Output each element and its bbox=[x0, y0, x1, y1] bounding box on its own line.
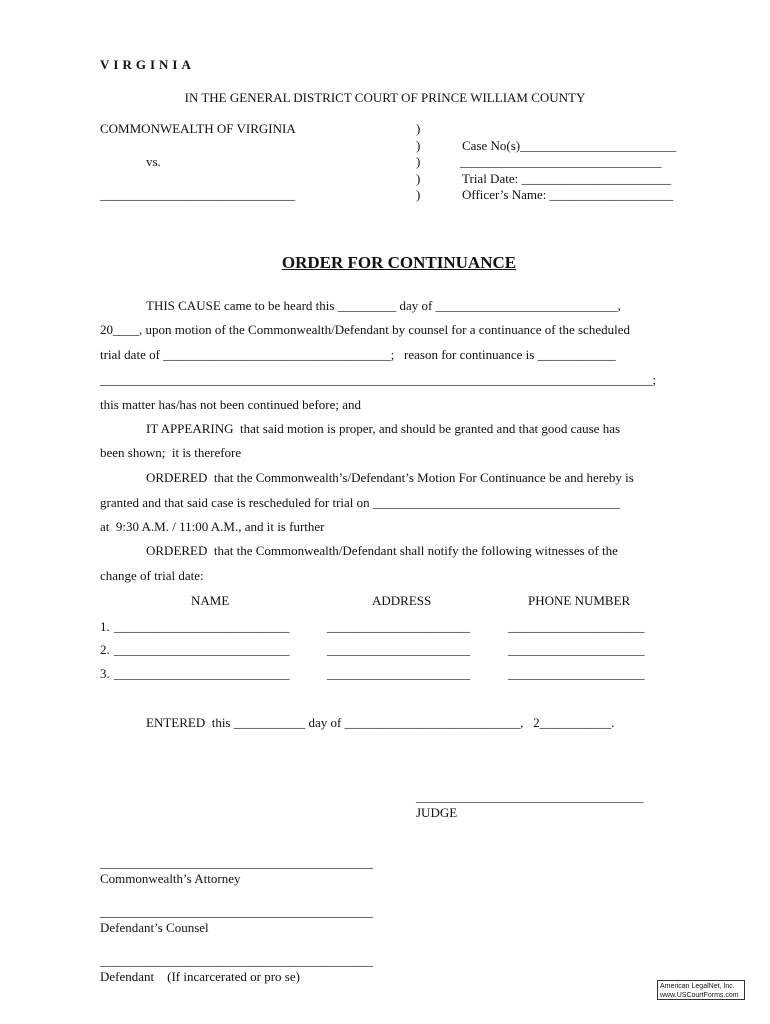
witness-name-line: ___________________________ bbox=[114, 619, 290, 634]
caption-paren: ) bbox=[416, 154, 421, 169]
witness-address-header: ADDRESS bbox=[372, 593, 432, 608]
witness-row-number: 1. bbox=[100, 619, 113, 634]
body-line: trial date of ___________________________________; reason for continuance is ____________ bbox=[100, 347, 616, 362]
witness-phone-line: _____________________ bbox=[508, 666, 645, 681]
body-line: at 9:30 A.M. / 11:00 A.M., and it is further bbox=[100, 519, 325, 534]
witness-name-line: ___________________________ bbox=[114, 666, 290, 681]
witness-phone-line: _____________________ bbox=[508, 619, 645, 634]
defendant-counsel-label: Defendant’s Counsel bbox=[100, 920, 209, 935]
plaintiff-name: COMMONWEALTH OF VIRGINIA bbox=[100, 121, 296, 136]
commonwealth-attorney-label: Commonwealth’s Attorney bbox=[100, 871, 241, 886]
body-line: THIS CAUSE came to be heard this _________ day of ____________________________, bbox=[146, 298, 621, 313]
witness-address-line: ______________________ bbox=[327, 642, 470, 657]
defendant-signature-line: __________________________________________ bbox=[100, 953, 373, 968]
defendant-label: Defendant (If incarcerated or pro se) bbox=[100, 969, 300, 984]
body-line: change of trial date: bbox=[100, 568, 204, 583]
case-number-field-2: _______________________________ bbox=[460, 154, 662, 169]
witness-address-line: ______________________ bbox=[327, 666, 470, 681]
caption-paren: ) bbox=[416, 121, 421, 136]
body-line: ORDERED that the Commonwealth/Defendant shall notify the following witnesses of the bbox=[146, 543, 618, 558]
entered-line: ENTERED this ___________ day of ___________________________, 2___________. bbox=[146, 715, 615, 730]
versus-label: vs. bbox=[146, 154, 161, 169]
body-line: been shown; it is therefore bbox=[100, 445, 242, 460]
case-number-field: Case No(s)________________________ bbox=[462, 138, 677, 153]
witness-name-line: ___________________________ bbox=[114, 642, 290, 657]
publisher-website: www.USCourtForms.com bbox=[660, 992, 739, 999]
defendant-counsel-signature-line: __________________________________________ bbox=[100, 904, 373, 919]
caption-paren: ) bbox=[416, 187, 421, 202]
witness-row-number: 3. bbox=[100, 666, 113, 681]
body-line: _____________________________________________________________________________________; bbox=[100, 372, 657, 387]
judge-label: JUDGE bbox=[416, 805, 458, 820]
body-line: IT APPEARING that said motion is proper, and should be granted and that good cause has bbox=[146, 421, 621, 436]
commonwealth-attorney-signature-line: __________________________________________ bbox=[100, 855, 373, 870]
publisher-stamp bbox=[657, 980, 745, 1000]
body-line: granted and that said case is rescheduled for trial on ______________________________________ bbox=[100, 495, 620, 510]
defendant-name-line: ______________________________ bbox=[100, 187, 295, 202]
witness-phone-header: PHONE NUMBER bbox=[528, 593, 631, 608]
witness-phone-line: _____________________ bbox=[508, 642, 645, 657]
witness-name-header: NAME bbox=[191, 593, 230, 608]
body-line: ORDERED that the Commonwealth’s/Defendant’s Motion For Continuance be and hereby is bbox=[146, 470, 634, 485]
caption-paren: ) bbox=[416, 171, 421, 186]
witness-row-number: 2. bbox=[100, 642, 113, 657]
body-line: 20____, upon motion of the Commonwealth/Defendant by counsel for a continuance of the scheduled bbox=[100, 322, 630, 337]
publisher-name: American LegalNet, Inc. bbox=[660, 983, 735, 990]
caption-paren: ) bbox=[416, 138, 421, 153]
witness-address-line: ______________________ bbox=[327, 619, 470, 634]
officer-name-field: Officer’s Name: ___________________ bbox=[462, 187, 674, 202]
trial-date-field: Trial Date: _______________________ bbox=[462, 171, 671, 186]
judge-signature-line: ___________________________________ bbox=[416, 789, 644, 804]
body-line: this matter has/has not been continued before; and bbox=[100, 397, 362, 412]
state-heading: VIRGINIA bbox=[100, 57, 195, 72]
document-title: ORDER FOR CONTINUANCE bbox=[281, 253, 517, 272]
court-heading: IN THE GENERAL DISTRICT COURT OF PRINCE WILLIAM COUNTY bbox=[184, 90, 586, 105]
